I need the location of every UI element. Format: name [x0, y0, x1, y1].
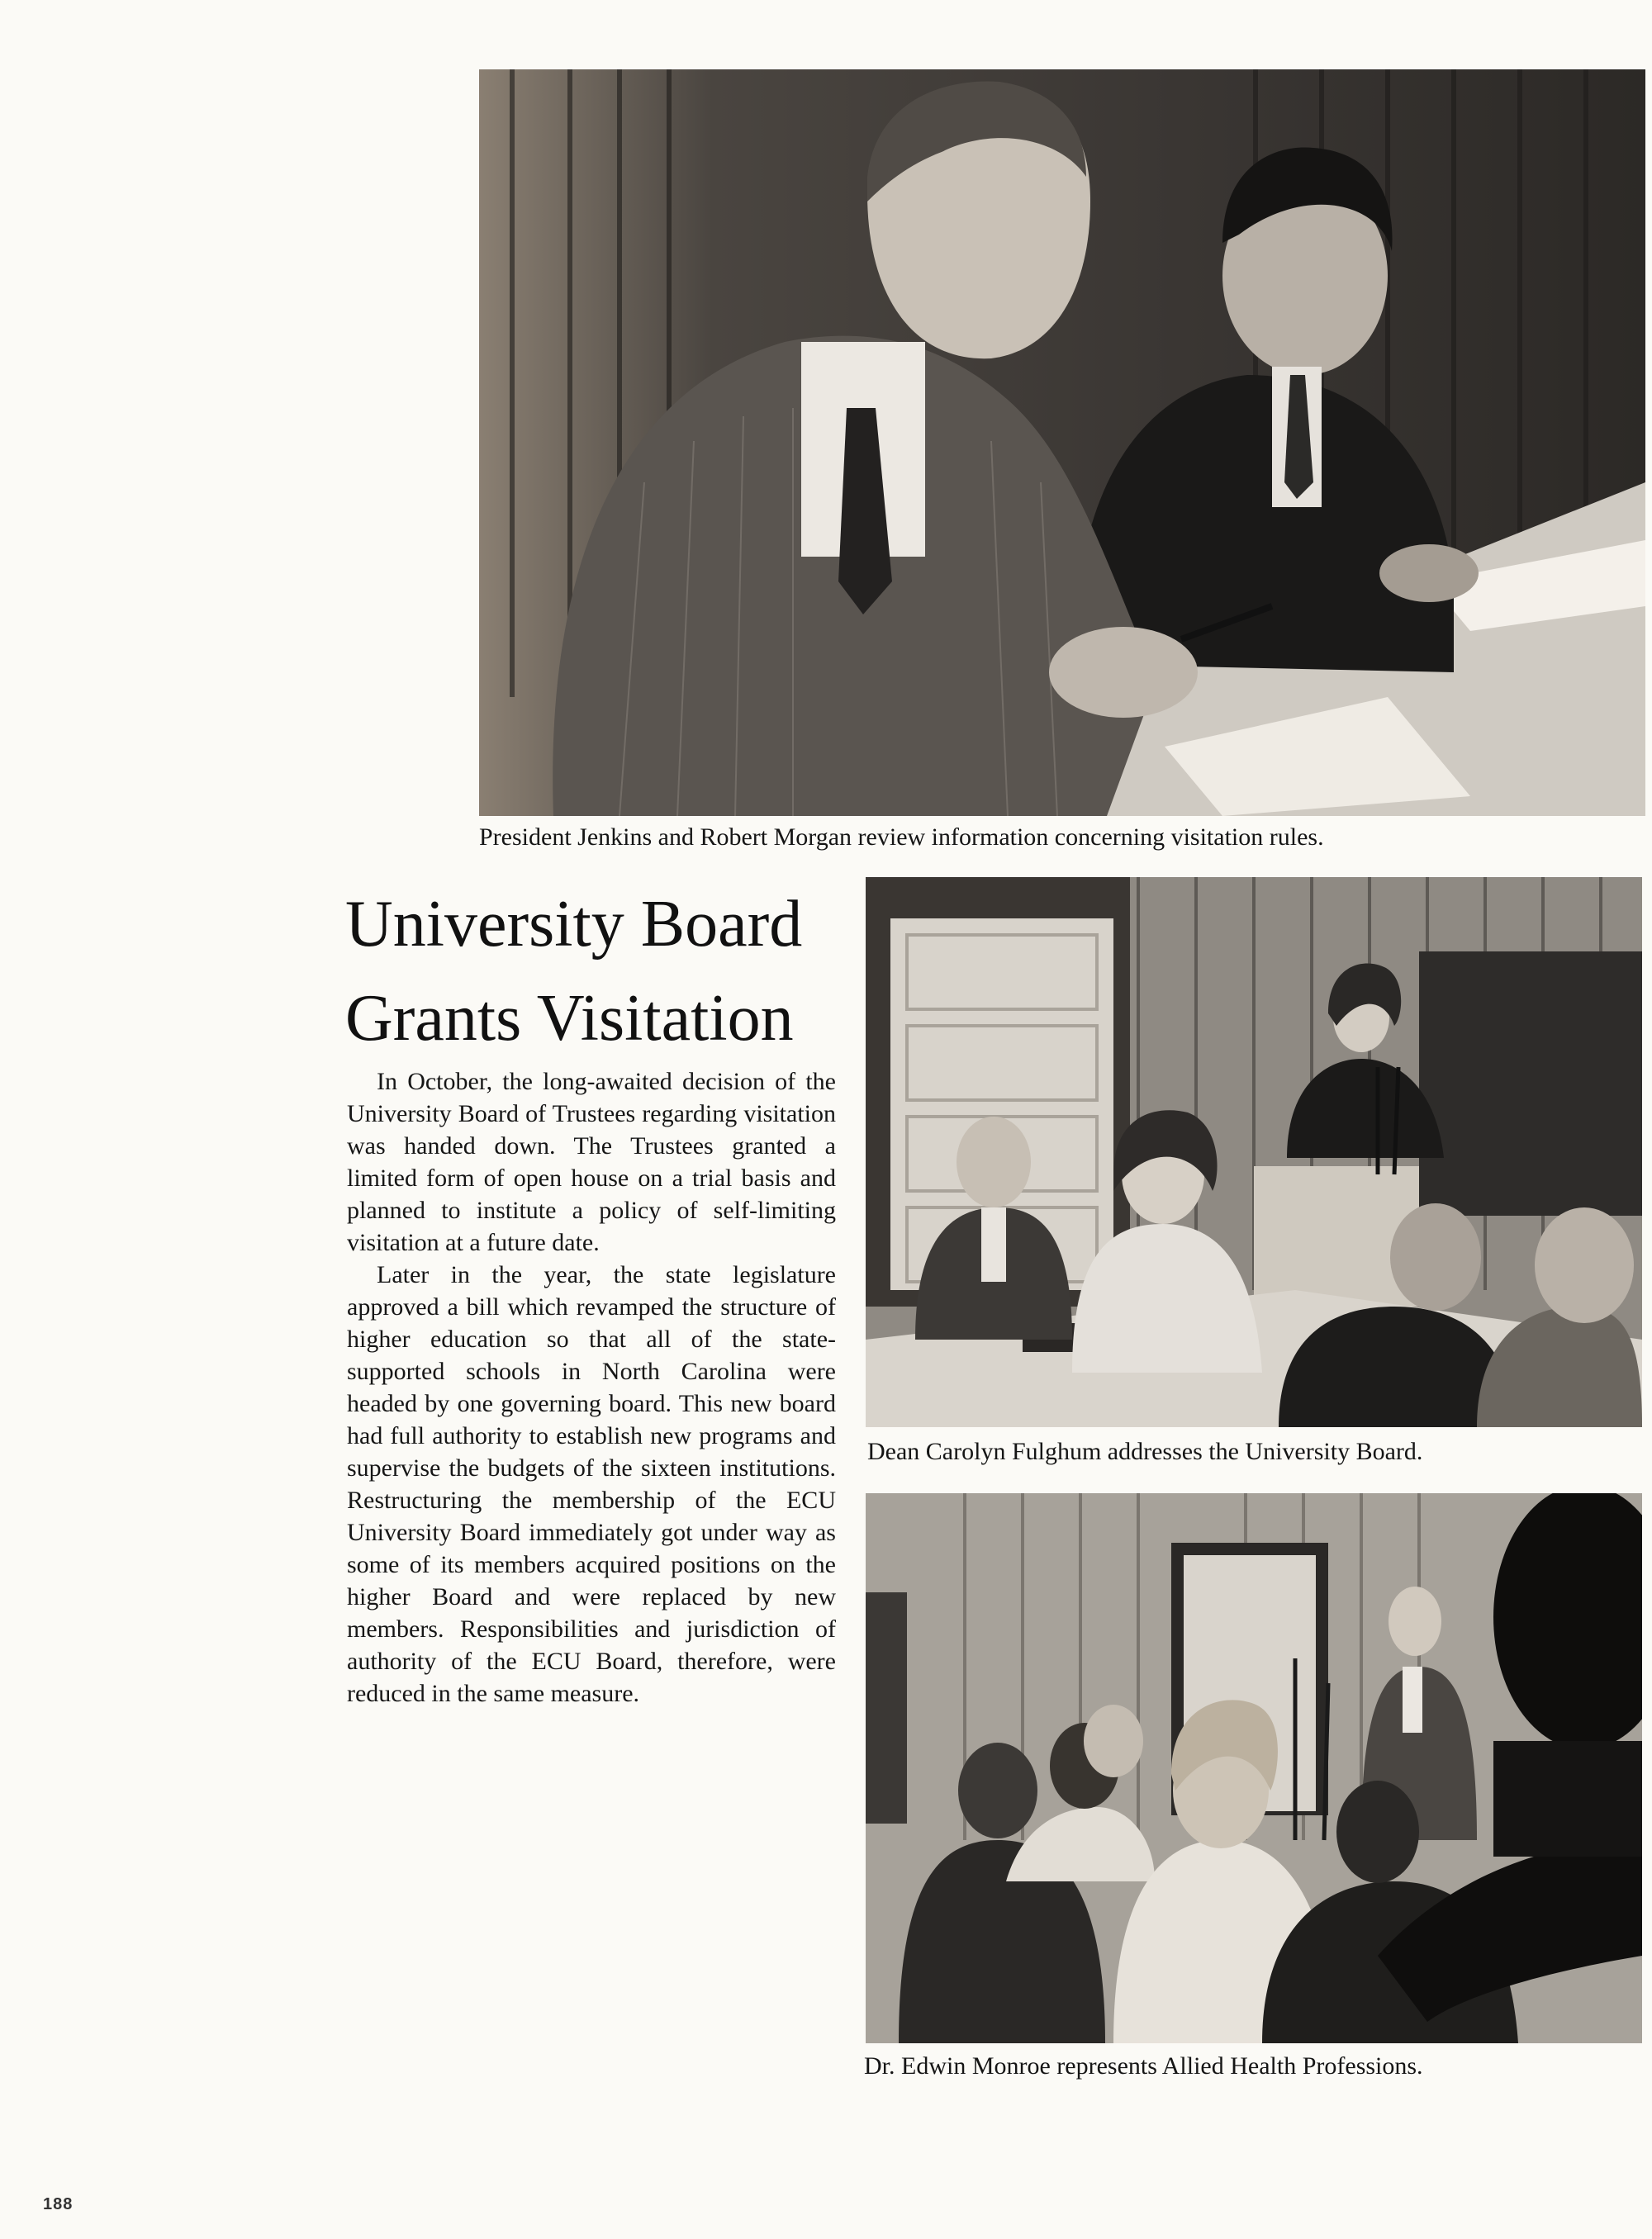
article-body [347, 1065, 836, 1710]
photo-bottom-image [866, 1493, 1642, 2043]
page-number: 188 [43, 2195, 74, 2213]
article-headline [345, 877, 841, 1065]
photo-top [479, 69, 1645, 816]
caption-top-photo: President Jenkins and Robert Morgan review information concerning visitation rules. [479, 823, 1324, 851]
article-paragraph-2: Later in the year, the state legislature approved a bill which revamped the structure of higher education so that all of the state-supported schools in North Carolina were headed by one governing board. This new board had full authority to establish new programs and supervise the budgets of the sixteen institutions. Restructuring the membership of the ECU University Board immediately got under way as some of its members acquired positions on the higher Board and were replaced by new members. Responsibilities and jurisdiction of authority of the ECU Board, therefore, were reduced in the same measure. [347, 1261, 836, 1707]
headline-line-1: University Board [345, 888, 803, 961]
photo-middle-image [866, 877, 1642, 1427]
caption-bottom-photo: Dr. Edwin Monroe represents Allied Health Professions. [864, 2052, 1423, 2080]
article-paragraph-1: In October, the long-awaited decision of the University Board of Trustees regarding visitation was handed down. The Trustees granted a limited form of open house on a trial basis and planned to institute a policy of self-limiting visitation at a future date. [347, 1068, 836, 1256]
headline-line-2: Grants Visitation [345, 982, 794, 1055]
caption-middle-photo: Dean Carolyn Fulghum addresses the University Board. [867, 1438, 1423, 1465]
photo-middle [866, 877, 1642, 1427]
photo-top-image [479, 69, 1645, 816]
photo-bottom [866, 1493, 1642, 2043]
